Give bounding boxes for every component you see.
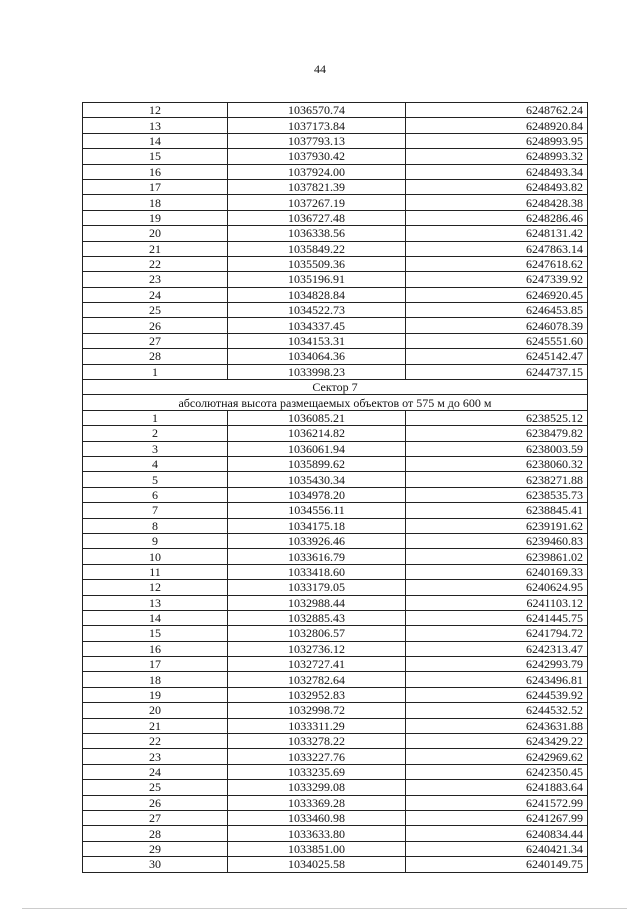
table-row <box>83 118 588 133</box>
sector-title-row <box>83 380 588 395</box>
table-row <box>83 749 588 764</box>
y-coordinate: 6239191.62 <box>406 518 588 533</box>
point-number: 24 <box>83 287 228 302</box>
table-row <box>83 349 588 364</box>
scan-edge <box>22 908 627 909</box>
point-number: 15 <box>83 626 228 641</box>
table-row <box>83 610 588 625</box>
point-number: 24 <box>83 764 228 779</box>
x-coordinate: 1032782.64 <box>228 672 406 687</box>
x-coordinate: 1037821.39 <box>228 179 406 194</box>
point-number: 14 <box>83 610 228 625</box>
y-coordinate: 6240421.34 <box>406 841 588 856</box>
table-row <box>83 718 588 733</box>
sector-title: Сектор 7 <box>83 380 588 395</box>
table-row <box>83 841 588 856</box>
table-row <box>83 780 588 795</box>
table-row <box>83 487 588 502</box>
x-coordinate: 1032806.57 <box>228 626 406 641</box>
x-coordinate: 1034522.73 <box>228 303 406 318</box>
y-coordinate: 6248493.82 <box>406 179 588 194</box>
point-number: 17 <box>83 657 228 672</box>
y-coordinate: 6240149.75 <box>406 857 588 872</box>
y-coordinate: 6241103.12 <box>406 595 588 610</box>
point-number: 10 <box>83 549 228 564</box>
table-row <box>83 503 588 518</box>
y-coordinate: 6241572.99 <box>406 795 588 810</box>
point-number: 20 <box>83 226 228 241</box>
y-coordinate: 6243429.22 <box>406 734 588 749</box>
point-number: 1 <box>83 410 228 425</box>
point-number: 9 <box>83 533 228 548</box>
point-number: 20 <box>83 703 228 718</box>
sector-header <box>83 380 588 411</box>
point-number: 12 <box>83 103 228 118</box>
y-coordinate: 6243631.88 <box>406 718 588 733</box>
table-row <box>83 318 588 333</box>
x-coordinate: 1033616.79 <box>228 549 406 564</box>
x-coordinate: 1037267.19 <box>228 195 406 210</box>
table-row <box>83 595 588 610</box>
x-coordinate: 1033235.69 <box>228 764 406 779</box>
point-number: 6 <box>83 487 228 502</box>
table-row <box>83 626 588 641</box>
table-row <box>83 426 588 441</box>
table-row <box>83 703 588 718</box>
y-coordinate: 6241794.72 <box>406 626 588 641</box>
y-coordinate: 6242350.45 <box>406 764 588 779</box>
x-coordinate: 1035430.34 <box>228 472 406 487</box>
y-coordinate: 6248131.42 <box>406 226 588 241</box>
point-number: 26 <box>83 795 228 810</box>
y-coordinate: 6244532.52 <box>406 703 588 718</box>
point-number: 19 <box>83 210 228 225</box>
y-coordinate: 6248493.34 <box>406 164 588 179</box>
x-coordinate: 1033926.46 <box>228 533 406 548</box>
y-coordinate: 6247339.92 <box>406 272 588 287</box>
table-row <box>83 672 588 687</box>
point-number: 14 <box>83 133 228 148</box>
x-coordinate: 1033369.28 <box>228 795 406 810</box>
x-coordinate: 1037173.84 <box>228 118 406 133</box>
table-row <box>83 133 588 148</box>
y-coordinate: 6238525.12 <box>406 410 588 425</box>
y-coordinate: 6246078.39 <box>406 318 588 333</box>
y-coordinate: 6246920.45 <box>406 287 588 302</box>
table-row <box>83 533 588 548</box>
point-number: 28 <box>83 349 228 364</box>
table-row <box>83 580 588 595</box>
y-coordinate: 6238003.59 <box>406 441 588 456</box>
y-coordinate: 6239861.02 <box>406 549 588 564</box>
y-coordinate: 6240834.44 <box>406 826 588 841</box>
table-row <box>83 564 588 579</box>
x-coordinate: 1036214.82 <box>228 426 406 441</box>
point-number: 22 <box>83 734 228 749</box>
x-coordinate: 1037793.13 <box>228 133 406 148</box>
table-row <box>83 303 588 318</box>
y-coordinate: 6248993.32 <box>406 149 588 164</box>
x-coordinate: 1034175.18 <box>228 518 406 533</box>
x-coordinate: 1032736.12 <box>228 641 406 656</box>
table-row <box>83 734 588 749</box>
point-number: 27 <box>83 333 228 348</box>
table-row <box>83 226 588 241</box>
y-coordinate: 6238271.88 <box>406 472 588 487</box>
table-row <box>83 795 588 810</box>
x-coordinate: 1034556.11 <box>228 503 406 518</box>
x-coordinate: 1035196.91 <box>228 272 406 287</box>
table-row <box>83 179 588 194</box>
x-coordinate: 1032885.43 <box>228 610 406 625</box>
x-coordinate: 1033460.98 <box>228 810 406 825</box>
y-coordinate: 6248920.84 <box>406 118 588 133</box>
table-row <box>83 472 588 487</box>
table-row <box>83 657 588 672</box>
y-coordinate: 6238535.73 <box>406 487 588 502</box>
point-number: 2 <box>83 426 228 441</box>
table-row <box>83 857 588 872</box>
x-coordinate: 1034828.84 <box>228 287 406 302</box>
rows-after-sector <box>83 410 588 872</box>
point-number: 30 <box>83 857 228 872</box>
x-coordinate: 1032988.44 <box>228 595 406 610</box>
table-row <box>83 195 588 210</box>
x-coordinate: 1032952.83 <box>228 687 406 702</box>
point-number: 27 <box>83 810 228 825</box>
y-coordinate: 6242969.62 <box>406 749 588 764</box>
y-coordinate: 6240624.95 <box>406 580 588 595</box>
point-number: 12 <box>83 580 228 595</box>
table-row <box>83 764 588 779</box>
point-number: 18 <box>83 195 228 210</box>
y-coordinate: 6248762.24 <box>406 103 588 118</box>
point-number: 16 <box>83 641 228 656</box>
point-number: 19 <box>83 687 228 702</box>
table-row <box>83 518 588 533</box>
y-coordinate: 6247618.62 <box>406 256 588 271</box>
point-number: 5 <box>83 472 228 487</box>
y-coordinate: 6244539.92 <box>406 687 588 702</box>
sector-subtitle-row <box>83 395 588 410</box>
point-number: 13 <box>83 595 228 610</box>
y-coordinate: 6243496.81 <box>406 672 588 687</box>
point-number: 13 <box>83 118 228 133</box>
x-coordinate: 1034064.36 <box>228 349 406 364</box>
x-coordinate: 1037924.00 <box>228 164 406 179</box>
point-number: 23 <box>83 749 228 764</box>
x-coordinate: 1033633.80 <box>228 826 406 841</box>
x-coordinate: 1034978.20 <box>228 487 406 502</box>
sector-subtitle: абсолютная высота размещаемых объектов от 575 м до 600 м <box>83 395 588 410</box>
table-row <box>83 687 588 702</box>
coordinates-table <box>82 102 588 873</box>
x-coordinate: 1033227.76 <box>228 749 406 764</box>
table-row <box>83 641 588 656</box>
y-coordinate: 6240169.33 <box>406 564 588 579</box>
x-coordinate: 1035509.36 <box>228 256 406 271</box>
point-number: 22 <box>83 256 228 271</box>
point-number: 3 <box>83 441 228 456</box>
table-row <box>83 333 588 348</box>
point-number: 18 <box>83 672 228 687</box>
x-coordinate: 1035849.22 <box>228 241 406 256</box>
x-coordinate: 1035899.62 <box>228 456 406 471</box>
x-coordinate: 1032998.72 <box>228 703 406 718</box>
table-row <box>83 410 588 425</box>
table-row <box>83 164 588 179</box>
y-coordinate: 6242313.47 <box>406 641 588 656</box>
point-number: 15 <box>83 149 228 164</box>
x-coordinate: 1036085.21 <box>228 410 406 425</box>
y-coordinate: 6248428.38 <box>406 195 588 210</box>
x-coordinate: 1033299.08 <box>228 780 406 795</box>
x-coordinate: 1034337.45 <box>228 318 406 333</box>
point-number: 17 <box>83 179 228 194</box>
y-coordinate: 6248993.95 <box>406 133 588 148</box>
x-coordinate: 1034153.31 <box>228 333 406 348</box>
table-row <box>83 256 588 271</box>
x-coordinate: 1032727.41 <box>228 657 406 672</box>
x-coordinate: 1033179.05 <box>228 580 406 595</box>
x-coordinate: 1034025.58 <box>228 857 406 872</box>
table-row <box>83 810 588 825</box>
y-coordinate: 6238845.41 <box>406 503 588 518</box>
table-row <box>83 549 588 564</box>
table-row <box>83 149 588 164</box>
point-number: 16 <box>83 164 228 179</box>
table-row <box>83 272 588 287</box>
y-coordinate: 6238060.32 <box>406 456 588 471</box>
x-coordinate: 1033311.29 <box>228 718 406 733</box>
x-coordinate: 1033418.60 <box>228 564 406 579</box>
table-row <box>83 287 588 302</box>
point-number: 4 <box>83 456 228 471</box>
point-number: 7 <box>83 503 228 518</box>
table-row <box>83 210 588 225</box>
y-coordinate: 6242993.79 <box>406 657 588 672</box>
point-number: 25 <box>83 780 228 795</box>
point-number: 25 <box>83 303 228 318</box>
table-row <box>83 441 588 456</box>
y-coordinate: 6239460.83 <box>406 533 588 548</box>
y-coordinate: 6246453.85 <box>406 303 588 318</box>
x-coordinate: 1037930.42 <box>228 149 406 164</box>
point-number: 28 <box>83 826 228 841</box>
point-number: 21 <box>83 718 228 733</box>
y-coordinate: 6245142.47 <box>406 349 588 364</box>
table-row <box>83 826 588 841</box>
table-row <box>83 241 588 256</box>
table-row <box>83 103 588 118</box>
point-number: 23 <box>83 272 228 287</box>
point-number: 1 <box>83 364 228 379</box>
point-number: 8 <box>83 518 228 533</box>
x-coordinate: 1033998.23 <box>228 364 406 379</box>
x-coordinate: 1036727.48 <box>228 210 406 225</box>
y-coordinate: 6248286.46 <box>406 210 588 225</box>
x-coordinate: 1036061.94 <box>228 441 406 456</box>
y-coordinate: 6241267.99 <box>406 810 588 825</box>
y-coordinate: 6241445.75 <box>406 610 588 625</box>
point-number: 29 <box>83 841 228 856</box>
x-coordinate: 1033278.22 <box>228 734 406 749</box>
table-row <box>83 364 588 379</box>
y-coordinate: 6245551.60 <box>406 333 588 348</box>
table-row <box>83 456 588 471</box>
point-number: 11 <box>83 564 228 579</box>
y-coordinate: 6247863.14 <box>406 241 588 256</box>
page-number: 44 <box>314 62 326 76</box>
y-coordinate: 6244737.15 <box>406 364 588 379</box>
x-coordinate: 1036338.56 <box>228 226 406 241</box>
point-number: 26 <box>83 318 228 333</box>
point-number: 21 <box>83 241 228 256</box>
rows-before-sector <box>83 103 588 380</box>
x-coordinate: 1036570.74 <box>228 103 406 118</box>
y-coordinate: 6241883.64 <box>406 780 588 795</box>
x-coordinate: 1033851.00 <box>228 841 406 856</box>
y-coordinate: 6238479.82 <box>406 426 588 441</box>
